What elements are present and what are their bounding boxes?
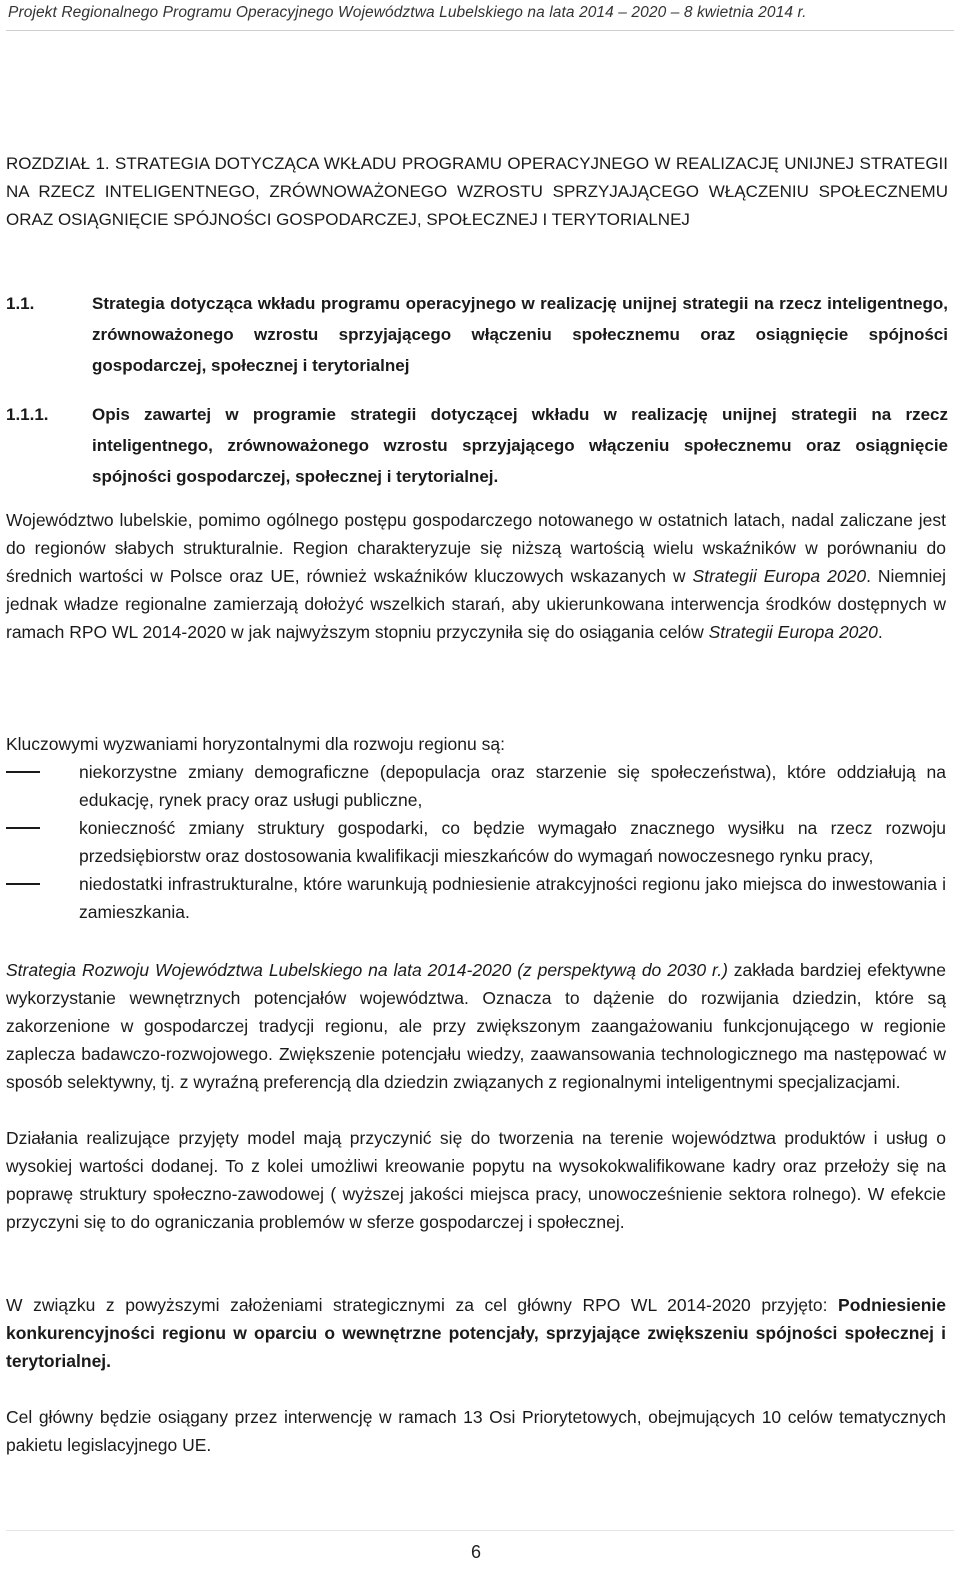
section-heading (6, 288, 948, 381)
subsection-number: 1.1.1. (6, 405, 49, 424)
dash-bullet-icon (6, 883, 40, 885)
list-item (6, 870, 946, 926)
subsection-heading (6, 399, 948, 492)
list-item (6, 814, 946, 870)
section-title: Strategia dotycząca wkładu programu operacyjnego w realizację unijnej strategii na rzecz inteligentnego, zrównoważonego wzrostu sprzyjającego włączeniu społecznemu oraz osiągnięcie spójności gospodarczej, społecznej i terytorialnej (92, 294, 948, 375)
section-number: 1.1. (6, 294, 35, 313)
list-item-text: niedostatki infrastrukturalne, które warunkują podniesienie atrakcyjności regionu jako miejsca do inwestowania i zamieszkania. (79, 874, 946, 922)
chapter-heading: ROZDZIAŁ 1. STRATEGIA DOTYCZĄCA WKŁADU PROGRAMU OPERACYJNEGO W REALIZACJĘ UNIJNEJ STRATEGII NA RZECZ INTELIGENTNEGO, ZRÓWNOWAŻONEGO WZROSTU SPRZYJAJĄCEGO WŁĄCZENIU SPOŁECZNEMU ORAZ OSIĄGNIĘCIE SPÓJNOŚCI GOSPODARCZEJ, SPOŁECZNEJ I TERYTORIALNEJ (6, 154, 948, 229)
header-divider (6, 30, 954, 31)
dash-bullet-icon (6, 827, 40, 829)
list-item (6, 758, 946, 814)
paragraph-region-overview (6, 506, 946, 646)
para1-text-c: . (877, 622, 883, 642)
list-item-text: niekorzystne zmiany demograficzne (depopulacja oraz starzenie się społeczeństwa), które oddziałują na edukację, rynek pracy oraz usługi publiczne, (79, 762, 946, 810)
para1-italic-2: Strategii Europa 2020 (708, 622, 878, 642)
paragraph-actions: Działania realizujące przyjęty model mają przyczynić się do tworzenia na terenie województwa produktów i usług o wysokiej wartości dodanej. To z kolei umożliwi kreowanie popytu na wysokokwalifikowane kadry oraz przełoży się na poprawę struktury społeczno-zawodowej ( wyższej jakości miejsca pracy, unowocześnienie sektora rolnego). W efekcie przyczyni się to do ograniczania problemów w sferze gospodarczej i społecznej. (6, 1128, 946, 1232)
para1-italic-1: Strategii Europa 2020 (692, 566, 867, 586)
challenges-intro: Kluczowymi wyzwaniami horyzontalnymi dla rozwoju regionu są: (6, 734, 505, 754)
dash-bullet-icon (6, 771, 40, 773)
paragraph-strategy (6, 956, 946, 1096)
subsection-title: Opis zawartej w programie strategii dotyczącej wkładu w realizację unijnej strategii na rzecz inteligentnego, zrównoważonego wzrostu sprzyjającego włączeniu społecznemu oraz osiągnięcie spójności gospodarczej, społecznej i terytorialnej. (92, 405, 948, 486)
para4-text: W związku z powyższymi założeniami strategicznymi za cel główny RPO WL 2014-2020 przyjęto: (6, 1295, 839, 1315)
para2-text: zakłada bardziej efektywne wykorzystanie wewnętrznych potencjałów województwa. Oznacza to dążenie do rozwijania dziedzin, które są zakorzenione w gospodarczej tradycji regionu, ale przy zwiększonym zaangażowaniu funkcjonującego w regionie zaplecza badawczo-rozwojowego. Zwiększenie potencjału wiedzy, zaawansowania technologicznego ma następować w sposób selektywny, tj. z wyraźną preferencją dla dziedzin związanych z regionalnymi inteligentnymi specjalizacjami. (6, 960, 947, 1092)
page-number: 6 (470, 1542, 481, 1562)
para1-text-a: Województwo lubelskie, pomimo ogólnego postępu gospodarczego notowanego w ostatnich latach, nadal zaliczane jest do regionów słabych strukturalnie. Region charakteryzuje się niższą wartością wielu wskaźników w porównaniu do średnich wartości w Polsce oraz UE, również wskaźników kluczowych wskazanych w (6, 510, 946, 586)
list-item-text: konieczność zmiany struktury gospodarki, co będzie wymagało znacznego wysiłku na rzecz rozwoju przedsiębiorstw oraz dostosowania kwalifikacji mieszkańców do wymagań nowoczesnego rynku pracy, (79, 818, 946, 866)
paragraph-priority-axes: Cel główny będzie osiągany przez interwencję w ramach 13 Osi Priorytetowych, obejmujących 10 celów tematycznych pakietu legislacyjnego UE. (6, 1407, 946, 1455)
running-header: Projekt Regionalnego Programu Operacyjnego Województwa Lubelskiego na lata 2014 – 2020 – 8 kwietnia 2014 r. (8, 4, 807, 21)
footer-divider (6, 1530, 954, 1531)
paragraph-main-goal (6, 1291, 946, 1375)
para1-text-b: . Niemniej jednak władze regionalne zamierzają dołożyć wszelkich starań, aby ukierunkowana interwencja środków dostępnych w ramach RPO WL 2014-2020 w jak najwyższym stopniu przyczyniła się do osiągania celów (6, 566, 946, 642)
strategy-title: Strategia Rozwoju Województwa Lubelskiego na lata 2014-2020 (z perspektywą do 2030 r.) (6, 960, 728, 980)
challenges-list (6, 758, 946, 926)
main-goal-bold: Podniesienie konkurencyjności regionu w oparciu o wewnętrzne potencjały, sprzyjające zwiększeniu spójności społecznej i terytorialnej. (6, 1295, 946, 1371)
